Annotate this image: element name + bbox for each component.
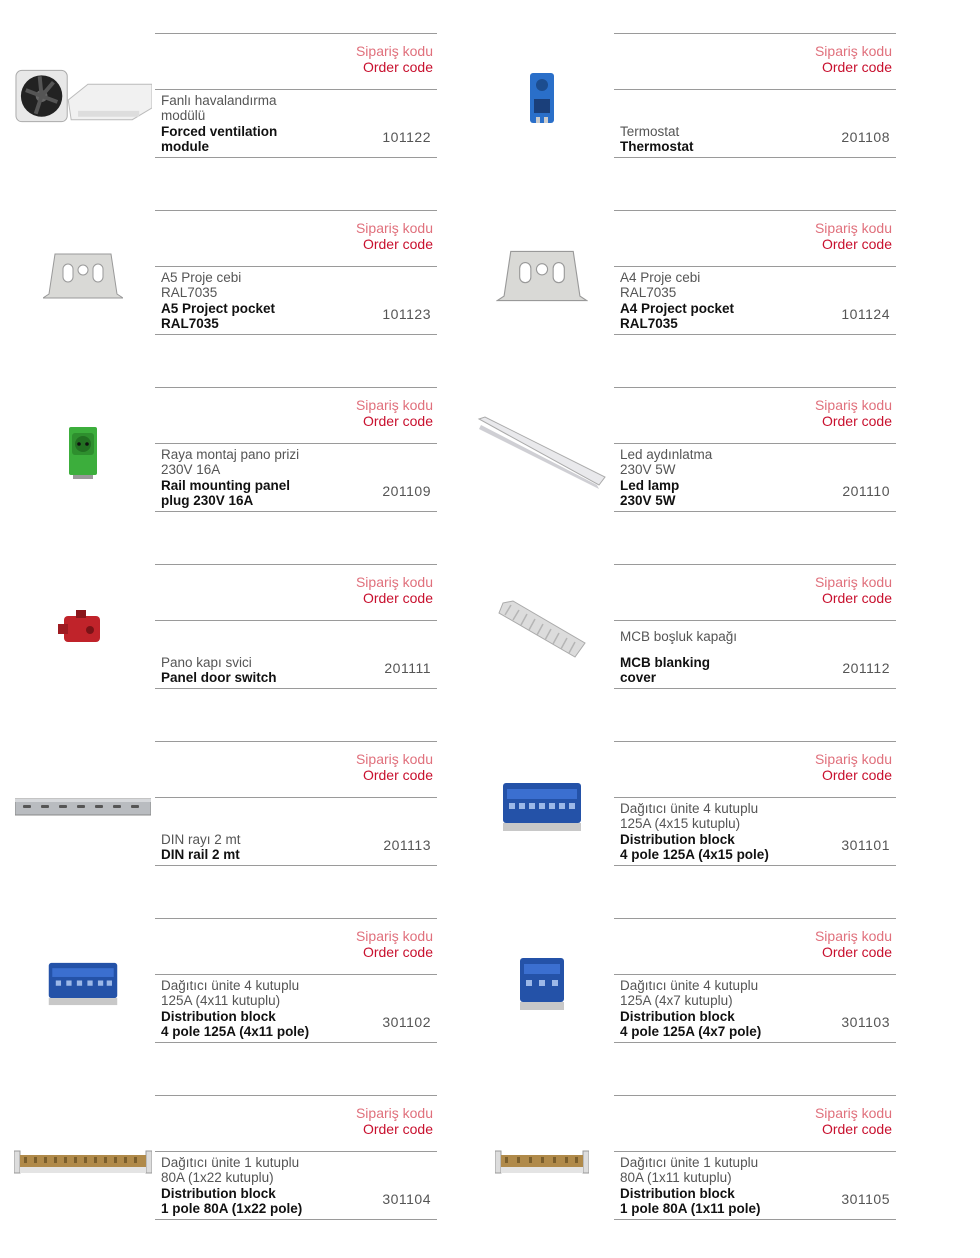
order-label-tr: Sipariş kodu <box>814 397 892 413</box>
rule <box>614 865 896 866</box>
product-name-en: Forced ventilation <box>161 123 278 139</box>
product-name-tr: MCB boşluk kapağı <box>620 629 738 645</box>
order-label-en: Order code <box>821 767 892 783</box>
rail-socket-icon <box>14 407 152 499</box>
rule <box>614 620 896 621</box>
order-label-tr: Sipariş kodu <box>814 220 892 236</box>
order-label-en: Order code <box>362 590 433 606</box>
rule <box>614 157 896 158</box>
product-description <box>161 93 277 155</box>
product-code: 201109 <box>382 483 431 499</box>
rule <box>614 564 896 565</box>
product-card <box>14 741 454 871</box>
rule <box>614 33 896 34</box>
rule <box>155 1219 437 1220</box>
product-description <box>620 978 761 1040</box>
rule <box>155 620 437 621</box>
order-label-en: Order code <box>821 59 892 75</box>
order-label-tr: Sipariş kodu <box>355 751 433 767</box>
product-name-tr: RAL7035 <box>161 285 218 301</box>
rule <box>155 1095 437 1096</box>
product-name-tr: Termostat <box>620 123 680 139</box>
product-description <box>620 1155 761 1217</box>
mcb-cover-icon <box>473 584 611 676</box>
order-label-tr: Sipariş kodu <box>355 1105 433 1121</box>
product-name-en: Led lamp <box>620 477 680 493</box>
rule <box>155 511 437 512</box>
product-description <box>620 270 734 332</box>
thermostat-icon <box>473 53 611 145</box>
distribution-block-1pole-icon <box>473 1115 611 1207</box>
rule <box>155 564 437 565</box>
order-label-en: Order code <box>821 944 892 960</box>
rule <box>614 1219 896 1220</box>
product-code: 101122 <box>382 129 431 145</box>
product-name-en: RAL7035 <box>620 316 678 332</box>
order-label-en: Order code <box>362 944 433 960</box>
rule <box>614 797 896 798</box>
ventilation-module-icon <box>14 53 152 145</box>
product-name-tr: 125A (4x11 kutuplu) <box>161 993 281 1009</box>
product-description <box>161 655 277 686</box>
rule <box>155 443 437 444</box>
order-label-en: Order code <box>362 236 433 252</box>
product-name-tr: RAL7035 <box>620 285 677 301</box>
product-name-en: Rail mounting panel <box>161 477 291 493</box>
rule <box>614 688 896 689</box>
rule <box>614 741 896 742</box>
rule <box>614 974 896 975</box>
rule <box>155 210 437 211</box>
product-name-en: 4 pole 125A (4x7 pole) <box>620 1024 762 1040</box>
rule <box>614 89 896 90</box>
distribution-block-4pole-icon <box>473 761 611 853</box>
rule <box>155 387 437 388</box>
product-name-en: 1 pole 80A (1x11 pole) <box>620 1201 761 1217</box>
product-card <box>473 741 913 871</box>
product-name-tr: 230V 16A <box>161 462 221 478</box>
distribution-block-4pole-icon <box>14 938 152 1030</box>
product-name-en: A4 Project pocket <box>620 300 735 316</box>
product-description <box>161 978 309 1040</box>
product-name-en: DIN rail 2 mt <box>161 847 240 863</box>
product-card <box>473 1095 913 1225</box>
distribution-block-4pole-icon <box>473 938 611 1030</box>
rule <box>614 918 896 919</box>
product-name-en: module <box>161 139 210 155</box>
rule <box>155 89 437 90</box>
product-name-tr: Dağıtıcı ünite 4 kutuplu <box>620 800 759 816</box>
product-name-en: A5 Project pocket <box>161 300 276 316</box>
order-label-en: Order code <box>362 767 433 783</box>
product-name-tr: Led aydınlatma <box>620 446 713 462</box>
product-code: 201112 <box>842 660 890 676</box>
rule <box>155 865 437 866</box>
product-name-tr: 125A (4x15 kutuplu) <box>620 816 741 832</box>
product-description <box>161 447 299 509</box>
project-pocket-icon <box>14 230 152 322</box>
order-label-en: Order code <box>821 590 892 606</box>
order-label-tr: Sipariş kodu <box>814 1105 892 1121</box>
door-switch-icon <box>14 584 152 676</box>
product-name-en: plug 230V 16A <box>161 493 254 509</box>
product-name-en: Distribution block <box>620 1008 735 1024</box>
rule <box>155 1042 437 1043</box>
product-name-tr: A5 Proje cebi <box>161 269 242 285</box>
product-name-tr: modülü <box>161 108 206 124</box>
rule <box>155 974 437 975</box>
product-description <box>620 447 712 509</box>
product-name-tr: DIN rayı 2 mt <box>161 831 241 847</box>
order-label-en: Order code <box>821 1121 892 1137</box>
product-name-en: 4 pole 125A (4x15 pole) <box>620 847 769 863</box>
product-card <box>14 1095 454 1225</box>
product-name-tr: 230V 5W <box>620 462 676 478</box>
rule <box>155 334 437 335</box>
order-label-tr: Sipariş kodu <box>355 928 433 944</box>
product-card <box>14 564 454 694</box>
rule <box>614 511 896 512</box>
product-name-en: Panel door switch <box>161 670 277 686</box>
rule <box>155 157 437 158</box>
rule <box>155 741 437 742</box>
product-code: 301105 <box>841 1191 890 1207</box>
product-card <box>14 33 454 163</box>
product-description <box>161 1155 302 1217</box>
product-name-en: Thermostat <box>620 139 694 155</box>
rule <box>614 1151 896 1152</box>
product-name-tr: Dağıtıcı ünite 1 kutuplu <box>161 1154 300 1170</box>
rule <box>614 1095 896 1096</box>
product-name-en: Distribution block <box>161 1008 276 1024</box>
product-code: 301104 <box>382 1191 431 1207</box>
product-description <box>161 270 275 332</box>
rule <box>614 266 896 267</box>
product-name-en: MCB blanking <box>620 654 710 670</box>
product-code: 201110 <box>842 483 890 499</box>
order-label-tr: Sipariş kodu <box>355 397 433 413</box>
order-label-en: Order code <box>362 413 433 429</box>
product-name-en: 1 pole 80A (1x22 pole) <box>161 1201 303 1217</box>
rule <box>155 797 437 798</box>
product-name-en: Distribution block <box>620 831 735 847</box>
rule <box>155 33 437 34</box>
rule <box>614 1042 896 1043</box>
order-label-en: Order code <box>362 1121 433 1137</box>
rule <box>155 1151 437 1152</box>
product-card <box>14 210 454 340</box>
product-card <box>473 210 913 340</box>
product-description <box>620 629 737 686</box>
product-card <box>473 564 913 694</box>
rule <box>614 387 896 388</box>
product-card <box>473 33 913 163</box>
product-name-en: RAL7035 <box>161 316 219 332</box>
product-name-en: 230V 5W <box>620 493 676 509</box>
order-label-tr: Sipariş kodu <box>814 43 892 59</box>
product-code: 201113 <box>383 837 431 853</box>
order-label-tr: Sipariş kodu <box>355 43 433 59</box>
product-code: 301103 <box>841 1014 890 1030</box>
product-name-en: Distribution block <box>620 1185 735 1201</box>
product-description <box>620 801 769 863</box>
product-code: 301102 <box>382 1014 431 1030</box>
din-rail-icon <box>14 761 152 853</box>
product-card <box>14 387 454 517</box>
project-pocket-icon <box>473 230 611 322</box>
product-name-tr: Fanlı havalandırma <box>161 92 277 108</box>
rule <box>155 688 437 689</box>
rule <box>614 334 896 335</box>
product-card <box>473 918 913 1048</box>
product-code: 101123 <box>382 306 431 322</box>
order-label-tr: Sipariş kodu <box>814 751 892 767</box>
order-label-tr: Sipariş kodu <box>814 928 892 944</box>
product-code: 201108 <box>841 129 890 145</box>
order-label-en: Order code <box>821 413 892 429</box>
rule <box>614 443 896 444</box>
product-code: 201111 <box>384 660 431 676</box>
rule <box>155 266 437 267</box>
product-name-tr: 125A (4x7 kutuplu) <box>620 993 733 1009</box>
product-code: 301101 <box>841 837 890 853</box>
product-name-tr: Pano kapı svici <box>161 654 252 670</box>
product-name-tr: 80A (1x22 kutuplu) <box>161 1170 274 1186</box>
product-name-tr: Dağıtıcı ünite 4 kutuplu <box>161 977 300 993</box>
order-label-tr: Sipariş kodu <box>355 220 433 236</box>
product-name-tr: A4 Proje cebi <box>620 269 701 285</box>
product-name-en: Distribution block <box>161 1185 276 1201</box>
product-name-tr: Raya montaj pano prizi <box>161 446 300 462</box>
product-code: 101124 <box>841 306 890 322</box>
order-label-tr: Sipariş kodu <box>814 574 892 590</box>
order-label-en: Order code <box>821 236 892 252</box>
product-name-tr: 80A (1x11 kutuplu) <box>620 1170 732 1186</box>
product-description <box>620 124 694 155</box>
rule <box>614 210 896 211</box>
product-card <box>14 918 454 1048</box>
spacer <box>620 645 737 655</box>
product-name-tr: Dağıtıcı ünite 1 kutuplu <box>620 1154 759 1170</box>
order-label-en: Order code <box>362 59 433 75</box>
product-name-en: cover <box>620 670 657 686</box>
order-label-tr: Sipariş kodu <box>355 574 433 590</box>
product-name-en: 4 pole 125A (4x11 pole) <box>161 1024 310 1040</box>
led-lamp-icon <box>473 407 611 499</box>
product-name-tr: Dağıtıcı ünite 4 kutuplu <box>620 977 759 993</box>
product-card <box>473 387 913 517</box>
product-description <box>161 832 241 863</box>
rule <box>155 918 437 919</box>
distribution-block-1pole-icon <box>14 1115 152 1207</box>
